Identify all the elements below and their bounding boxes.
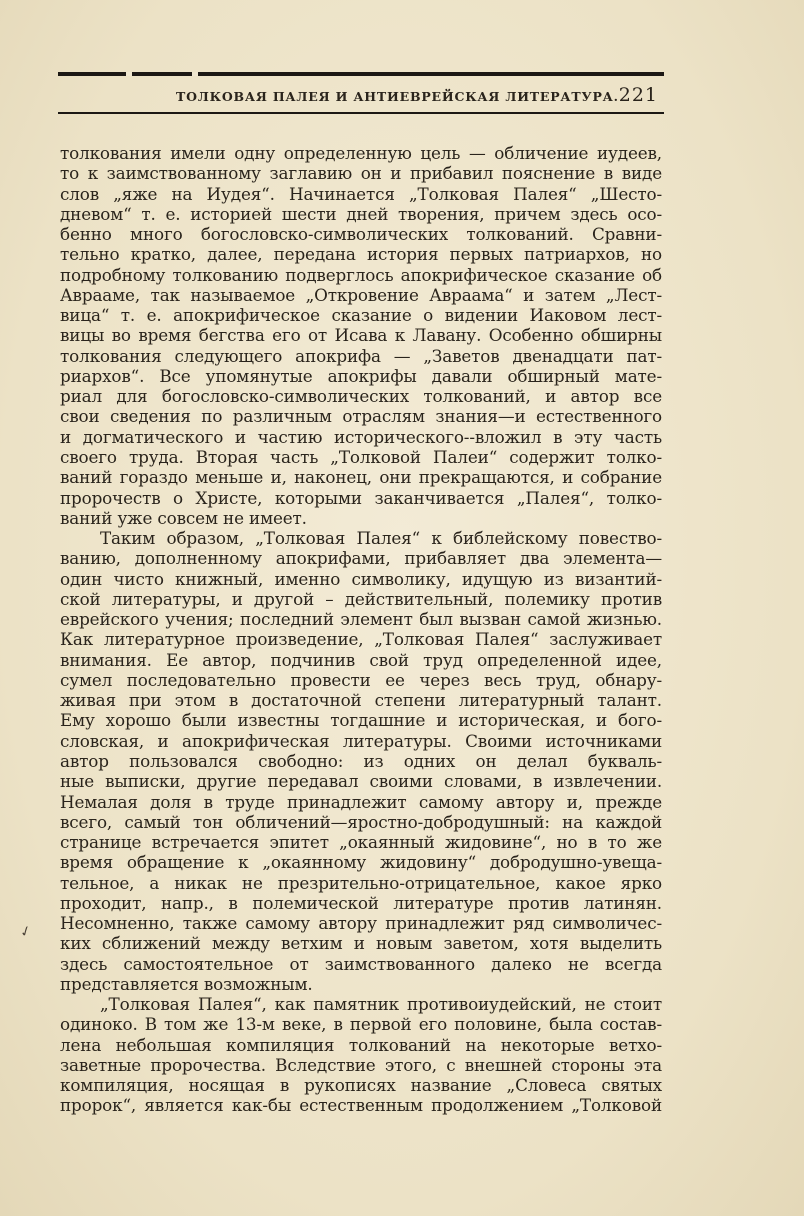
text-line: риал для богословско-символических толкований, и автор все [60, 386, 662, 407]
text-line: тельно кратко, далее, передана история первых патриархов, но [60, 244, 662, 265]
text-line: проходит, напр., в полемической литературе против латинян. [60, 892, 662, 913]
body-text [60, 143, 662, 1116]
text-line: Немалая доля в труде принадлежит самому автору и, прежде [60, 791, 662, 812]
text-line: пророчеств о Христе, которыми заканчивается „Палея“, толко- [60, 487, 662, 508]
text-line: и догматического и частию исторического--вложил в эту часть [60, 426, 662, 447]
text-line: слов „яже на Иудея“. Начинается „Толковая Палея“ „Шесто- [60, 183, 662, 204]
text-line: своего труда. Вторая часть „Толковой Палеи“ содержит толко- [60, 446, 662, 467]
text-line: толкования имели одну определенную цель — обличение иудеев, [60, 143, 662, 163]
text-line: ких сближений между ветхим и новым заветом, хотя выделить [60, 933, 662, 954]
text-line: Аврааме, так называемое „Откровение Авраама“ и затем „Лест- [60, 284, 662, 305]
text-line: время обращение к „окаянному жидовину“ добродушно-увеща- [60, 852, 662, 873]
header-top-rule [58, 72, 664, 76]
text-line: словская, и апокрифическая литературы. Своими источниками [60, 730, 662, 751]
text-line: вица“ т. е. апокрифическое сказание о видении Иаковом лест- [60, 305, 662, 326]
text-line: вицы во время бегства его от Исава к Лавану. Особенно обширны [60, 325, 662, 346]
page-number: 221 [618, 84, 658, 106]
text-line: пророк“, является как-бы естественным продолжением „Толковой [60, 1095, 662, 1116]
text-line: здесь самостоятельное от заимствованного далеко не всегда [60, 953, 662, 974]
text-line: риархов“. Все упомянутые апокрифы давали обширный мате- [60, 365, 662, 386]
text-line: ской литературы, и другой – действительный, полемику против [60, 588, 662, 609]
text-line: Ему хорошо были известны тогдашние и историческая, и бого- [60, 710, 662, 731]
page-header [58, 84, 664, 112]
text-line: ваний гораздо меньше и, наконец, они прекращаются, и собрание [60, 467, 662, 488]
text-line: ные выписки, другие передавал своими словами, в извлечении. [60, 771, 662, 792]
text-line: автор пользовался свободно: из одних он делал букваль- [60, 750, 662, 771]
text-line: сумел последовательно провести ее через весь труд, обнару- [60, 669, 662, 690]
margin-pencil-mark: ✓ [17, 922, 35, 942]
text-line: тельное, а никак не презрительно-отрицательное, какое ярко [60, 872, 662, 893]
text-line: одиноко. В том же 13-м веке, в первой его половине, была состав- [60, 1014, 662, 1035]
text-line: еврейского учения; последний элемент был вызван самой жизнью. [60, 609, 662, 630]
text-line: подробному толкованию подверглось апокрифическое сказание об [60, 264, 662, 285]
running-title: ТОЛКОВАЯ ПАЛЕЯ И АНТИЕВРЕЙСКАЯ ЛИТЕРАТУРА. [176, 89, 619, 104]
header-rule [58, 112, 664, 114]
text-line: то к заимствованному заглавию он и прибавил пояснение в виде [60, 163, 662, 184]
text-line: живая при этом в достаточной степени литературный талант. [60, 690, 662, 711]
text-line: Несомненно, также самому автору принадлежит ряд символичес- [60, 913, 662, 934]
paragraph-end-line: представляется возможным. [60, 973, 313, 994]
text-line: Как литературное произведение, „Толковая Палея“ заслуживает [60, 629, 662, 650]
text-line: заветные пророчества. Вследствие этого, с внешней стороны эта [60, 1054, 662, 1075]
paragraph-end-line: ваний уже совсем не имеет. [60, 507, 307, 528]
text-line: лена небольшая компиляция толкований на некоторые ветхо- [60, 1034, 662, 1055]
text-line: свои сведения по различным отраслям знания—и естественного [60, 406, 662, 427]
text-line: внимания. Ее автор, подчинив свой труд определенной идее, [60, 649, 662, 670]
text-line: один чисто книжный, именно символику, идущую из византий- [60, 568, 662, 589]
paragraph-start-line: „Толковая Палея“, как памятник противоиудейский, не стоит [100, 994, 662, 1015]
text-line: ванию, дополненному апокрифами, прибавляет два элемента— [60, 548, 662, 569]
text-line: странице встречается эпитет „окаянный жидовине“, но в то же [60, 832, 662, 853]
text-line: толкования следующего апокрифа — „Заветов двенадцати пат- [60, 345, 662, 366]
text-line: всего, самый тон обличений—яростно-добродушный: на каждой [60, 811, 662, 832]
text-line: дневом“ т. е. историей шести дней творения, причем здесь осо- [60, 203, 662, 224]
text-line: бенно много богословско-символических толкований. Сравни- [60, 224, 662, 245]
paragraph-start-line: Таким образом, „Толковая Палея“ к библейскому повество- [100, 528, 662, 549]
text-line: компиляция, носящая в рукописях название „Словеса святых [60, 1075, 662, 1096]
